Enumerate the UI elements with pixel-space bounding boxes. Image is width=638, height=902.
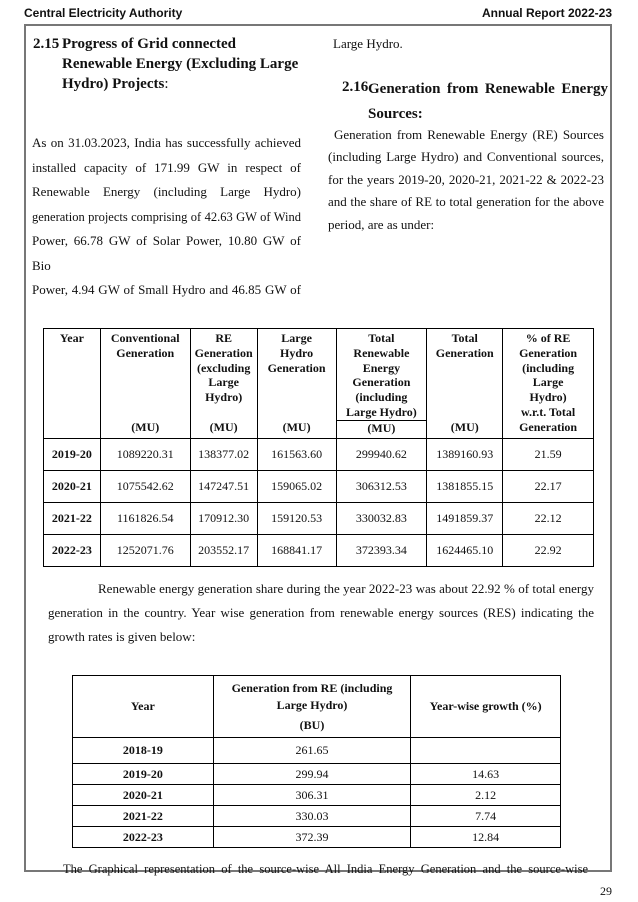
table-cell: 138377.02: [190, 438, 257, 470]
table-cell: 7.74: [411, 806, 561, 827]
year-cell: 2021-22: [73, 806, 214, 827]
table-cell: 12.84: [411, 827, 561, 848]
section-2-16-title: [368, 77, 608, 127]
year-cell: 2022-23: [73, 827, 214, 848]
section-2-15-title-colon: :: [164, 76, 169, 92]
table-row: [44, 470, 594, 502]
header-line: Large: [281, 331, 312, 345]
unit-mu: (MU): [257, 420, 336, 438]
table-cell: 330.03: [213, 806, 411, 827]
table-cell: 1624465.10: [427, 534, 503, 566]
table-cell: 261.65: [213, 738, 411, 764]
header-line: Generation: [519, 345, 578, 360]
table-row: [73, 785, 561, 806]
header-line: Large Hydro): [346, 404, 417, 419]
section-2-16-title-line-2: Sources:: [368, 106, 423, 122]
share-line-3: growth rates is given below:: [48, 629, 196, 644]
table-cell: 161563.60: [257, 438, 336, 470]
col-header-re-percent: [503, 329, 594, 439]
table-cell: 21.59: [503, 438, 594, 470]
unit-mu: (MU): [190, 420, 257, 438]
unit-mu: (MU): [336, 420, 427, 438]
para-2-16-line-4: and the share of RE to total generation for the above: [328, 194, 604, 210]
section-2-16-title-line-1: Generation from Renewable Energy: [368, 81, 608, 97]
re-share-paragraph: [48, 577, 594, 649]
year-cell: 2019-20: [44, 438, 101, 470]
table-cell: 170912.30: [190, 502, 257, 534]
table-cell: 372.39: [213, 827, 411, 848]
table-row: [73, 827, 561, 848]
header-line: Hydro): [205, 390, 243, 405]
table-row: [73, 738, 561, 764]
header-report-title: Annual Report 2022-23: [481, 6, 612, 20]
table-cell: 1161826.54: [100, 502, 190, 534]
year-cell: 2019-20: [73, 764, 214, 785]
para-2-15-line-5: Power, 66.78 GW of Solar Power, 10.80 GW of Bio: [32, 233, 301, 273]
page-number: 29: [600, 884, 612, 898]
col-header-total-renewable: [336, 329, 427, 421]
table-cell: 1389160.93: [427, 438, 503, 470]
re-growth-table: [72, 675, 561, 848]
table-cell: 1089220.31: [100, 438, 190, 470]
section-2-16-number: 2.16: [342, 79, 369, 95]
header-line: Large Hydro): [276, 697, 348, 712]
table-cell: 372393.34: [336, 534, 427, 566]
col-header-conventional: [100, 329, 190, 421]
col-header-year: Year: [44, 329, 101, 439]
re-generation-table: [43, 328, 594, 567]
header-line: Generation: [194, 345, 253, 360]
header-line: (excluding: [196, 360, 251, 375]
table-cell: [411, 738, 561, 764]
year-cell: 2018-19: [73, 738, 214, 764]
section-2-15-title-line-1: Progress of Grid connected: [62, 36, 237, 52]
col-header-re-generation-bu: [213, 676, 411, 738]
header-line: w.r.t. Total: [520, 404, 576, 419]
table-cell: 168841.17: [257, 534, 336, 566]
header-line: Large: [532, 375, 564, 390]
header-line: Generation: [352, 375, 411, 390]
header-org-name: Central Electricity Authority: [24, 6, 183, 20]
footer-paragraph: The Graphical representation of the source-wise All India Energy Generation and the source-wise: [63, 862, 588, 876]
table-row: [44, 502, 594, 534]
unit-bu: (BU): [299, 717, 325, 732]
header-line: Large: [208, 375, 239, 390]
header-line: Conventional: [110, 331, 180, 345]
section-2-16-paragraph: [328, 124, 604, 236]
para-2-15-line-2: installed capacity of 171.99 GW in respect of: [32, 159, 301, 175]
table-cell: 306.31: [213, 785, 411, 806]
table-cell: 1075542.62: [100, 470, 190, 502]
para-2-16-line-5: period, are as under:: [328, 216, 435, 232]
header-line: Generation: [116, 345, 175, 360]
share-line-2: generation in the country. Year wise generation from renewable energy sources (RES) indicating the: [48, 605, 594, 620]
header-line: Generation from RE (including: [231, 680, 393, 695]
table-cell: 299940.62: [336, 438, 427, 470]
year-cell: 2020-21: [44, 470, 101, 502]
table-cell: 1381855.15: [427, 470, 503, 502]
share-line-1: Renewable energy generation share during the year 2022-23 was about 22.92 % of total energy: [98, 581, 594, 596]
col-header-growth: Year-wise growth (%): [411, 676, 561, 738]
header-line: Generation: [267, 360, 326, 375]
table-cell: 299.94: [213, 764, 411, 785]
section-2-15-continuation: Large Hydro.: [333, 36, 403, 51]
col-header-large-hydro: [257, 329, 336, 421]
para-2-16-line-2: (including Large Hydro) and Conventional sources,: [328, 149, 604, 165]
table-cell: 147247.51: [190, 470, 257, 502]
col-header-year: Year: [73, 676, 214, 738]
table-cell: 14.63: [411, 764, 561, 785]
header-line: Generation: [435, 345, 494, 360]
para-2-16-line-1: Generation from Renewable Energy (RE) Sources: [334, 127, 604, 142]
table-row: [73, 806, 561, 827]
header-line: Generation: [519, 419, 578, 434]
table-cell: 306312.53: [336, 470, 427, 502]
header-line: Energy: [362, 360, 401, 375]
table-cell: 22.12: [503, 502, 594, 534]
section-2-15-number: 2.15: [33, 36, 60, 52]
table-cell: 330032.83: [336, 502, 427, 534]
table-cell: 159065.02: [257, 470, 336, 502]
header-line: Hydro: [280, 345, 314, 360]
para-2-15-line-4: generation projects comprising of 42.63 GW of Wind: [32, 209, 301, 224]
para-2-15-line-6: Power, 4.94 GW of Small Hydro and 46.85 GW of: [32, 282, 301, 297]
para-2-15-line-3: Renewable Energy (including Large Hydro): [32, 184, 301, 199]
header-line: Total: [368, 331, 395, 345]
table-row: [44, 534, 594, 566]
section-2-15-title-line-2: Renewable Energy (Excluding Large: [62, 56, 299, 72]
table-cell: 22.92: [503, 534, 594, 566]
table-cell: 203552.17: [190, 534, 257, 566]
para-2-16-line-3: for the years 2019-20, 2020-21, 2021-22 & 2022-23: [328, 171, 604, 187]
para-2-15-line-1: As on 31.03.2023, India has successfully achieved: [32, 135, 301, 150]
table-row: [73, 764, 561, 785]
year-cell: 2020-21: [73, 785, 214, 806]
col-header-re-generation: [190, 329, 257, 421]
section-2-15-title-line-3: Hydro) Projects: [62, 76, 165, 92]
section-2-15-paragraph: [32, 131, 301, 303]
table-cell: 159120.53: [257, 502, 336, 534]
header-line: RE: [215, 331, 232, 345]
year-cell: 2021-22: [44, 502, 101, 534]
table-cell: 1491859.37: [427, 502, 503, 534]
col-header-total-generation: [427, 329, 503, 421]
header-line: (including: [355, 390, 408, 405]
header-line: % of RE: [525, 331, 571, 345]
table-cell: 2.12: [411, 785, 561, 806]
unit-mu: (MU): [100, 420, 190, 438]
section-2-15-title: [62, 34, 312, 94]
table-row: [44, 438, 594, 470]
unit-mu: (MU): [427, 420, 503, 438]
header-line: Renewable: [353, 345, 410, 360]
table-cell: 1252071.76: [100, 534, 190, 566]
header-line: (including: [522, 360, 575, 375]
year-cell: 2022-23: [44, 534, 101, 566]
header-line: Hydro): [529, 390, 567, 405]
header-line: Total: [451, 331, 478, 345]
table-cell: 22.17: [503, 470, 594, 502]
